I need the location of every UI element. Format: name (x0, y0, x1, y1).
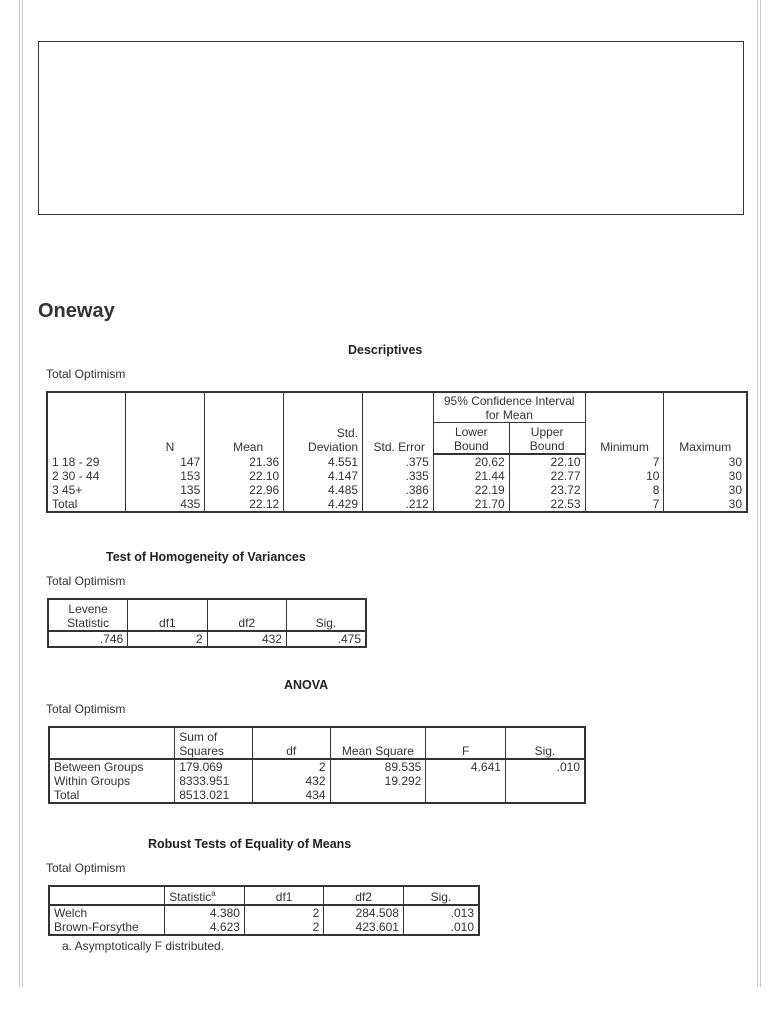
blank-output-box (38, 41, 744, 215)
table-row: 2 30 - 44 153 22.10 4.147 .335 21.44 22.77 10 30 (47, 469, 747, 483)
col-header-statistic: Statistic$^a$ (165, 886, 245, 905)
descriptives-title: Descriptives (348, 343, 423, 357)
col-header-lower: Lower Bound (433, 422, 509, 454)
col-header-f: F (426, 727, 506, 759)
homogeneity-title: Test of Homogeneity of Variances (106, 550, 306, 564)
col-header-ci: 95% Confidence Interval for Mean (433, 392, 585, 422)
table-row: Total 435 22.12 4.429 .212 21.70 22.53 7 30 (47, 497, 747, 512)
col-header-std-err: Std. Error (363, 392, 434, 454)
col-header-sig: Sig. (505, 727, 585, 759)
col-header-n: N (126, 392, 205, 454)
left-margin-rule (19, 0, 20, 987)
col-header-min: Minimum (585, 392, 664, 454)
table-row: Brown-Forsythe 4.623 2 423.601 .010 (49, 920, 479, 935)
col-header-max: Maximum (664, 392, 747, 454)
page-title: Oneway (38, 300, 115, 322)
robust-variable: Total Optimism (46, 861, 126, 875)
homogeneity-table (47, 598, 367, 648)
robust-title: Robust Tests of Equality of Means (148, 837, 352, 851)
col-header-df2: df2 (324, 886, 404, 905)
anova-title: ANOVA (284, 678, 329, 692)
table-row: Between Groups 179.069 2 89.535 4.641 .010 (49, 759, 585, 774)
robust-footnote: a. Asymptotically F distributed. (62, 939, 225, 953)
table-row: Total 8513.021 434 (49, 788, 585, 803)
table-row: Welch 4.380 2 284.508 .013 (49, 905, 479, 920)
robust-table (48, 885, 480, 936)
col-header-df2: df2 (207, 599, 286, 631)
anova-variable: Total Optimism (46, 702, 126, 716)
col-header-mean: Mean (205, 392, 284, 454)
homogeneity-variable: Total Optimism (46, 574, 126, 588)
col-header-sig: Sig. (403, 886, 479, 905)
col-header-std-dev: Std. Deviation (284, 392, 363, 454)
table-row: Within Groups 8333.951 432 19.292 (49, 774, 585, 788)
col-header-upper: Upper Bound (509, 422, 585, 454)
table-row: 1 18 - 29 147 21.36 4.551 .375 20.62 22.10 7 30 (47, 454, 747, 469)
descriptives-table (46, 391, 748, 513)
table-row: .746 2 432 .475 (48, 631, 366, 647)
col-header-df1: df1 (128, 599, 207, 631)
right-margin-rule (757, 0, 758, 987)
col-header-levene: Levene Statistic (48, 599, 128, 631)
col-header-ss: Sum of Squares (175, 727, 253, 759)
left-margin-rule-2 (22, 0, 23, 987)
col-header-df1: df1 (244, 886, 323, 905)
col-header-df: df (253, 727, 331, 759)
col-header-ms: Mean Square (330, 727, 426, 759)
col-header-sig: Sig. (286, 599, 366, 631)
anova-table (48, 726, 586, 804)
right-margin-rule-2 (760, 0, 761, 987)
table-row: 3 45+ 135 22.96 4.485 .386 22.19 23.72 8 30 (47, 483, 747, 497)
descriptives-variable: Total Optimism (46, 367, 126, 381)
